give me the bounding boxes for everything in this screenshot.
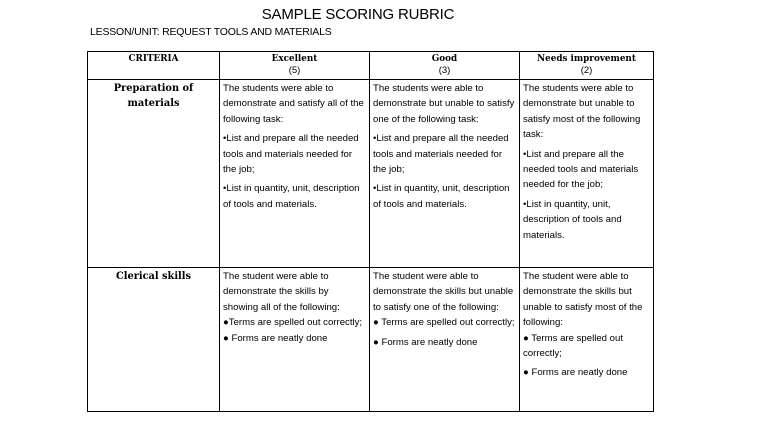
header-score: (2) <box>580 65 593 76</box>
needs-improvement-cell <box>520 80 654 268</box>
descriptor-item: •List and prepare all the needed tools and materials needed for the job; <box>373 133 509 176</box>
good-cell <box>370 80 520 268</box>
header-good <box>370 52 520 80</box>
descriptor-item: ● Terms are spelled out correctly; <box>523 332 624 360</box>
descriptor-item: ● Forms are neatly done <box>523 367 628 379</box>
descriptor-intro: The student were able to demonstrate the skills but unable to satisfy most of the following: <box>523 271 643 329</box>
descriptor-intro: The student were able to demonstrate the skills by showing all of the following: <box>223 271 340 313</box>
descriptor-item: •List in quantity, unit, description of tools and materials. <box>373 183 510 210</box>
lesson-unit-label: LESSON/UNIT: REQUEST TOOLS AND MATERIALS <box>90 26 332 38</box>
header-label: CRITERIA <box>128 54 179 64</box>
descriptor-intro: The students were able to demonstrate and satisfy all of the following task: <box>223 83 364 125</box>
descriptor-item: ● Forms are neatly done <box>373 336 478 348</box>
criteria-cell: Clerical skills <box>88 268 220 412</box>
descriptor-item: •List and prepare all the needed tools and materials needed for the job; <box>223 133 359 176</box>
table-row <box>88 268 654 412</box>
header-criteria <box>88 52 220 80</box>
needs-improvement-cell <box>520 268 654 412</box>
descriptor-item: •List and prepare all the needed tools and materials needed for the job; <box>523 148 639 191</box>
descriptor-item: ● Forms are neatly done <box>223 332 328 344</box>
table-row <box>88 80 654 268</box>
excellent-cell <box>220 268 370 412</box>
header-label: Needs improvement <box>537 54 636 64</box>
header-score: (3) <box>438 65 451 76</box>
descriptor-intro: The students were able to demonstrate but unable to satisfy most of the following task: <box>523 83 641 141</box>
header-needs-improvement <box>520 52 654 80</box>
header-score: (5) <box>288 65 301 76</box>
page-title: SAMPLE SCORING RUBRIC <box>261 6 455 23</box>
descriptor-intro: The student were able to demonstrate the skills but unable to satisfy one of the following: <box>373 271 514 313</box>
excellent-cell <box>220 80 370 268</box>
header-label: Good <box>431 54 458 64</box>
descriptor-item: •List in quantity, unit, description of tools and materials. <box>523 198 622 241</box>
descriptor-item: ●Terms are spelled out correctly; <box>223 317 363 329</box>
criteria-cell: Preparation of materials <box>88 80 220 268</box>
header-row <box>88 52 654 80</box>
header-label: Excellent <box>271 54 318 64</box>
descriptor-intro: The students were able to demonstrate but unable to satisfy one of the following task: <box>373 83 515 125</box>
descriptor-item: ● Terms are spelled out correctly; <box>373 317 515 329</box>
descriptor-item: •List in quantity, unit, description of tools and materials. <box>223 183 360 210</box>
good-cell <box>370 268 520 412</box>
header-excellent <box>220 52 370 80</box>
rubric-table <box>87 51 654 412</box>
